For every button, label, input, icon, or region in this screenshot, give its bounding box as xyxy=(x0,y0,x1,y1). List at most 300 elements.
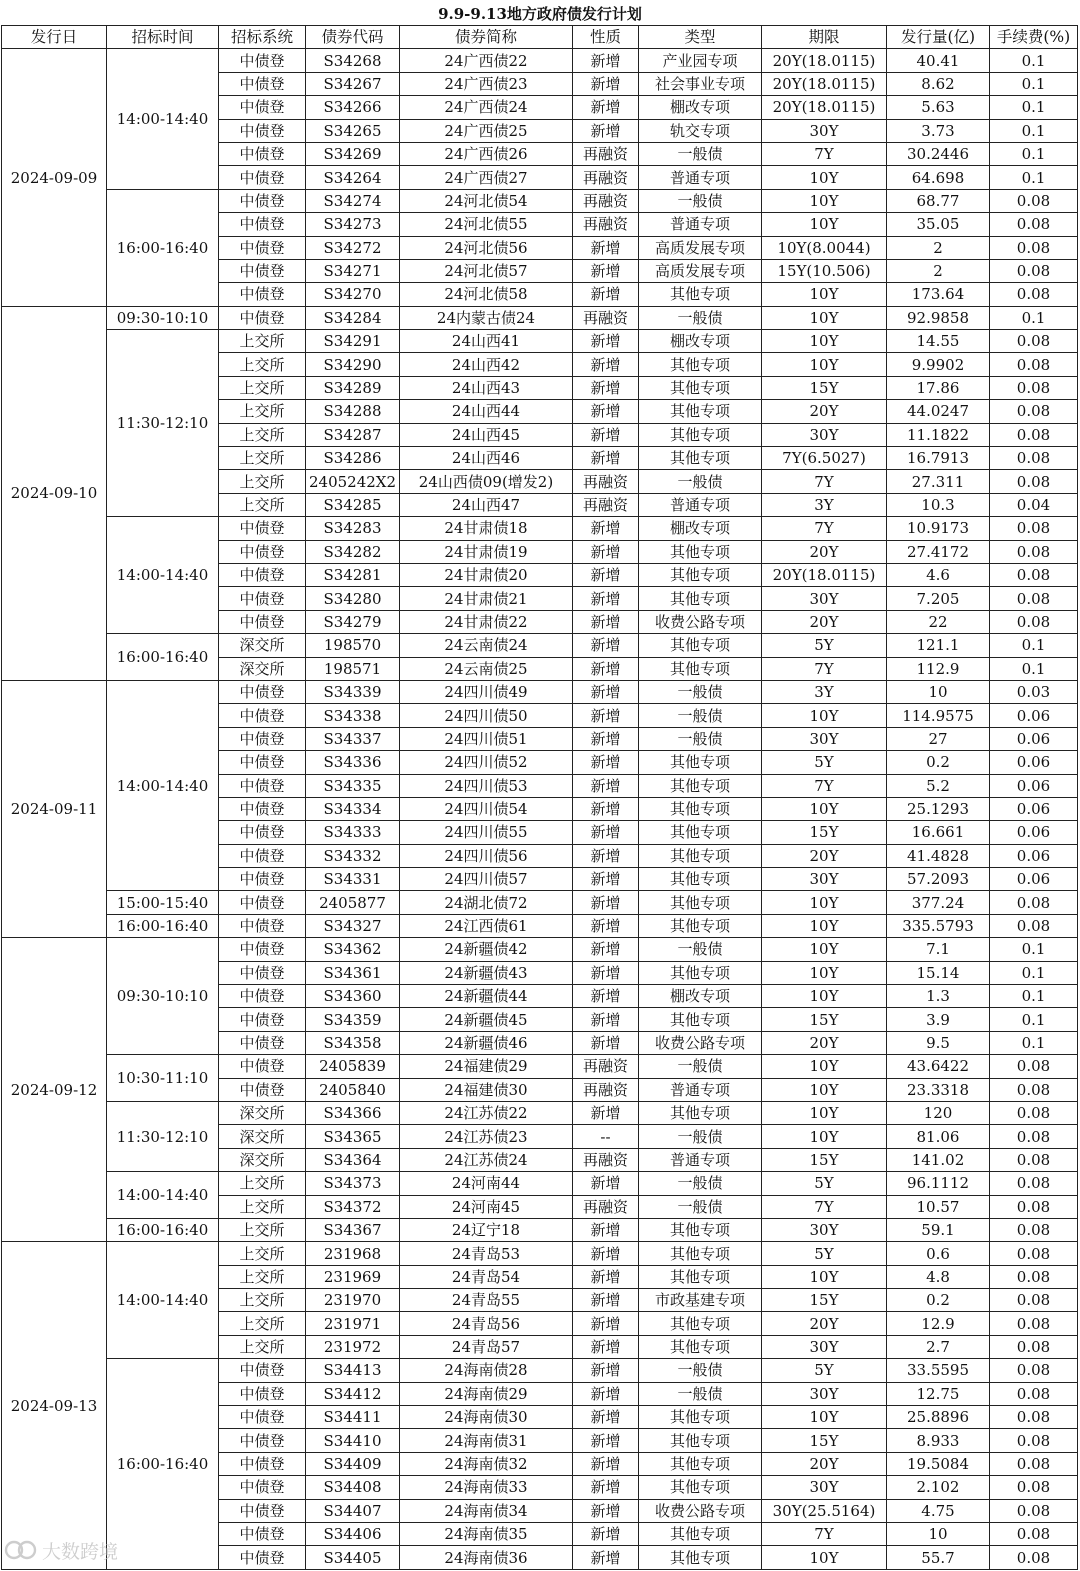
system-cell: 中债登 xyxy=(219,563,306,586)
amount-cell: 2 xyxy=(887,259,990,282)
nature-cell: 新增 xyxy=(573,1172,639,1195)
fee-cell: 0.08 xyxy=(990,400,1078,423)
fee-cell: 0.08 xyxy=(990,1406,1078,1429)
header-cell: 招标系统 xyxy=(219,26,306,49)
system-cell: 中债登 xyxy=(219,914,306,937)
term-cell: 15Y xyxy=(762,1429,887,1452)
fee-cell: 0.08 xyxy=(990,1476,1078,1499)
fee-cell: 0.1 xyxy=(990,961,1078,984)
system-cell: 中债登 xyxy=(219,821,306,844)
nature-cell: 新增 xyxy=(573,774,639,797)
system-cell: 上交所 xyxy=(219,423,306,446)
bond-name-cell: 24山西41 xyxy=(400,330,573,353)
fee-cell: 0.08 xyxy=(990,236,1078,259)
type-cell: 其他专项 xyxy=(639,587,762,610)
nature-cell: 新增 xyxy=(573,96,639,119)
bond-code-cell: S34331 xyxy=(306,868,400,891)
system-cell: 中债登 xyxy=(219,1476,306,1499)
term-cell: 15Y xyxy=(762,1008,887,1031)
bond-name-cell: 24湖北债72 xyxy=(400,891,573,914)
header-cell: 招标时间 xyxy=(107,26,219,49)
system-cell: 中债登 xyxy=(219,166,306,189)
term-cell: 10Y xyxy=(762,1546,887,1569)
amount-cell: 10 xyxy=(887,680,990,703)
bid-time-cell: 14:00-14:40 xyxy=(107,1242,219,1359)
bond-code-cell: 231969 xyxy=(306,1265,400,1288)
term-cell: 10Y xyxy=(762,189,887,212)
type-cell: 其他专项 xyxy=(639,353,762,376)
nature-cell: 新增 xyxy=(573,891,639,914)
nature-cell: 新增 xyxy=(573,1382,639,1405)
bond-code-cell: S34284 xyxy=(306,306,400,329)
system-cell: 上交所 xyxy=(219,1242,306,1265)
nature-cell: 新增 xyxy=(573,447,639,470)
type-cell: 其他专项 xyxy=(639,914,762,937)
type-cell: 其他专项 xyxy=(639,540,762,563)
nature-cell: 新增 xyxy=(573,1429,639,1452)
bid-time-cell: 16:00-16:40 xyxy=(107,189,219,306)
system-cell: 中债登 xyxy=(219,1031,306,1054)
type-cell: 其他专项 xyxy=(639,1429,762,1452)
type-cell: 一般债 xyxy=(639,1359,762,1382)
amount-cell: 16.661 xyxy=(887,821,990,844)
system-cell: 中债登 xyxy=(219,610,306,633)
nature-cell: 新增 xyxy=(573,283,639,306)
nature-cell: 新增 xyxy=(573,400,639,423)
bond-code-cell: S34266 xyxy=(306,96,400,119)
system-cell: 中债登 xyxy=(219,985,306,1008)
type-cell: 社会事业专项 xyxy=(639,72,762,95)
nature-cell: 再融资 xyxy=(573,213,639,236)
bond-code-cell: S34271 xyxy=(306,259,400,282)
type-cell: 其他专项 xyxy=(639,1218,762,1241)
type-cell: 高质发展专项 xyxy=(639,236,762,259)
bond-code-cell: S34327 xyxy=(306,914,400,937)
term-cell: 30Y xyxy=(762,727,887,750)
term-cell: 10Y xyxy=(762,961,887,984)
nature-cell: 新增 xyxy=(573,1523,639,1546)
bond-code-cell: S34279 xyxy=(306,610,400,633)
issue-date-cell: 2024-09-12 xyxy=(2,938,107,1242)
bond-name-cell: 24四川债52 xyxy=(400,751,573,774)
type-cell: 一般债 xyxy=(639,142,762,165)
nature-cell: 新增 xyxy=(573,1289,639,1312)
type-cell: 其他专项 xyxy=(639,1265,762,1288)
bond-name-cell: 24云南债24 xyxy=(400,634,573,657)
system-cell: 上交所 xyxy=(219,1265,306,1288)
bid-time-cell: 16:00-16:40 xyxy=(107,1218,219,1241)
table-row xyxy=(2,189,1078,212)
nature-cell: 新增 xyxy=(573,517,639,540)
type-cell: 一般债 xyxy=(639,189,762,212)
amount-cell: 8.933 xyxy=(887,1429,990,1452)
system-cell: 中债登 xyxy=(219,891,306,914)
term-cell: 20Y(18.0115) xyxy=(762,96,887,119)
bond-name-cell: 24青岛54 xyxy=(400,1265,573,1288)
system-cell: 中债登 xyxy=(219,774,306,797)
bond-code-cell: S34281 xyxy=(306,563,400,586)
type-cell: 一般债 xyxy=(639,1055,762,1078)
bond-name-cell: 24海南债35 xyxy=(400,1523,573,1546)
bond-name-cell: 24广西债23 xyxy=(400,72,573,95)
type-cell: 一般债 xyxy=(639,727,762,750)
amount-cell: 40.41 xyxy=(887,49,990,72)
fee-cell: 0.08 xyxy=(990,283,1078,306)
type-cell: 其他专项 xyxy=(639,1101,762,1124)
bond-code-cell: S34373 xyxy=(306,1172,400,1195)
term-cell: 5Y xyxy=(762,1172,887,1195)
fee-cell: 0.08 xyxy=(990,1382,1078,1405)
fee-cell: 0.08 xyxy=(990,1265,1078,1288)
amount-cell: 377.24 xyxy=(887,891,990,914)
term-cell: 7Y xyxy=(762,1195,887,1218)
bond-name-cell: 24河南44 xyxy=(400,1172,573,1195)
fee-cell: 0.1 xyxy=(990,142,1078,165)
bond-name-cell: 24辽宁18 xyxy=(400,1218,573,1241)
term-cell: 10Y xyxy=(762,1406,887,1429)
bid-time-cell: 14:00-14:40 xyxy=(107,49,219,189)
fee-cell: 0.08 xyxy=(990,914,1078,937)
fee-cell: 0.1 xyxy=(990,72,1078,95)
nature-cell: 新增 xyxy=(573,680,639,703)
system-cell: 中债登 xyxy=(219,142,306,165)
type-cell: 其他专项 xyxy=(639,797,762,820)
bond-code-cell: S34336 xyxy=(306,751,400,774)
term-cell: 10Y xyxy=(762,1078,887,1101)
system-cell: 上交所 xyxy=(219,353,306,376)
amount-cell: 5.2 xyxy=(887,774,990,797)
amount-cell: 12.9 xyxy=(887,1312,990,1335)
fee-cell: 0.1 xyxy=(990,166,1078,189)
term-cell: 7Y xyxy=(762,774,887,797)
bond-code-cell: S34334 xyxy=(306,797,400,820)
term-cell: 5Y xyxy=(762,1242,887,1265)
term-cell: 15Y xyxy=(762,376,887,399)
term-cell: 30Y xyxy=(762,1382,887,1405)
bid-time-cell: 11:30-12:10 xyxy=(107,330,219,517)
fee-cell: 0.08 xyxy=(990,1055,1078,1078)
nature-cell: 再融资 xyxy=(573,142,639,165)
type-cell: 普通专项 xyxy=(639,1078,762,1101)
fee-cell: 0.08 xyxy=(990,1429,1078,1452)
term-cell: 15Y xyxy=(762,1289,887,1312)
fee-cell: 0.03 xyxy=(990,680,1078,703)
bond-code-cell: S34338 xyxy=(306,704,400,727)
fee-cell: 0.08 xyxy=(990,447,1078,470)
nature-cell: 新增 xyxy=(573,72,639,95)
type-cell: 其他专项 xyxy=(639,1546,762,1569)
bond-code-cell: S34283 xyxy=(306,517,400,540)
bond-code-cell: S34405 xyxy=(306,1546,400,1569)
fee-cell: 0.08 xyxy=(990,1218,1078,1241)
nature-cell: 新增 xyxy=(573,1359,639,1382)
bond-code-cell: S34410 xyxy=(306,1429,400,1452)
bond-name-cell: 24四川债51 xyxy=(400,727,573,750)
system-cell: 中债登 xyxy=(219,236,306,259)
bond-code-cell: S34289 xyxy=(306,376,400,399)
bond-code-cell: 231970 xyxy=(306,1289,400,1312)
type-cell: 普通专项 xyxy=(639,166,762,189)
type-cell: 普通专项 xyxy=(639,1148,762,1171)
bond-code-cell: S34290 xyxy=(306,353,400,376)
system-cell: 中债登 xyxy=(219,727,306,750)
bond-name-cell: 24江苏债22 xyxy=(400,1101,573,1124)
term-cell: 10Y xyxy=(762,891,887,914)
fee-cell: 0.08 xyxy=(990,1359,1078,1382)
term-cell: 10Y xyxy=(762,1101,887,1124)
amount-cell: 2 xyxy=(887,236,990,259)
term-cell: 10Y xyxy=(762,1055,887,1078)
bond-name-cell: 24四川债53 xyxy=(400,774,573,797)
issue-date-cell: 2024-09-11 xyxy=(2,680,107,937)
bond-code-cell: S34365 xyxy=(306,1125,400,1148)
system-cell: 中债登 xyxy=(219,751,306,774)
amount-cell: 30.2446 xyxy=(887,142,990,165)
amount-cell: 8.62 xyxy=(887,72,990,95)
fee-cell: 0.08 xyxy=(990,540,1078,563)
bond-code-cell: 198571 xyxy=(306,657,400,680)
nature-cell: 新增 xyxy=(573,938,639,961)
type-cell: 轨交专项 xyxy=(639,119,762,142)
bond-code-cell: 231972 xyxy=(306,1335,400,1358)
term-cell: 3Y xyxy=(762,680,887,703)
bid-time-cell: 14:00-14:40 xyxy=(107,680,219,891)
nature-cell: 新增 xyxy=(573,49,639,72)
type-cell: 收费公路专项 xyxy=(639,610,762,633)
bond-name-cell: 24山西42 xyxy=(400,353,573,376)
type-cell: 其他专项 xyxy=(639,1476,762,1499)
amount-cell: 0.6 xyxy=(887,1242,990,1265)
type-cell: 其他专项 xyxy=(639,447,762,470)
term-cell: 10Y xyxy=(762,166,887,189)
amount-cell: 55.7 xyxy=(887,1546,990,1569)
bond-code-cell: 2405242X2 xyxy=(306,470,400,493)
term-cell: 20Y xyxy=(762,1452,887,1475)
term-cell: 10Y xyxy=(762,914,887,937)
table-body xyxy=(2,49,1078,1569)
amount-cell: 121.1 xyxy=(887,634,990,657)
nature-cell: 新增 xyxy=(573,563,639,586)
header-cell: 发行量(亿) xyxy=(887,26,990,49)
header-cell: 债券简称 xyxy=(400,26,573,49)
type-cell: 其他专项 xyxy=(639,891,762,914)
system-cell: 中债登 xyxy=(219,797,306,820)
bond-code-cell: S34364 xyxy=(306,1148,400,1171)
amount-cell: 68.77 xyxy=(887,189,990,212)
fee-cell: 0.08 xyxy=(990,563,1078,586)
amount-cell: 0.2 xyxy=(887,751,990,774)
bond-code-cell: S34362 xyxy=(306,938,400,961)
type-cell: 其他专项 xyxy=(639,844,762,867)
term-cell: 5Y xyxy=(762,1359,887,1382)
type-cell: 一般债 xyxy=(639,1172,762,1195)
system-cell: 深交所 xyxy=(219,657,306,680)
nature-cell: 新增 xyxy=(573,961,639,984)
bond-code-cell: S34285 xyxy=(306,493,400,516)
bond-code-cell: S34359 xyxy=(306,1008,400,1031)
bond-name-cell: 24山西47 xyxy=(400,493,573,516)
amount-cell: 27.311 xyxy=(887,470,990,493)
amount-cell: 19.5084 xyxy=(887,1452,990,1475)
term-cell: 10Y xyxy=(762,213,887,236)
bond-code-cell: 198570 xyxy=(306,634,400,657)
bond-name-cell: 24青岛55 xyxy=(400,1289,573,1312)
amount-cell: 173.64 xyxy=(887,283,990,306)
bond-name-cell: 24四川债54 xyxy=(400,797,573,820)
bond-name-cell: 24江苏债23 xyxy=(400,1125,573,1148)
bond-name-cell: 24河北债58 xyxy=(400,283,573,306)
bond-name-cell: 24山西43 xyxy=(400,376,573,399)
bond-name-cell: 24河北债56 xyxy=(400,236,573,259)
bond-name-cell: 24海南债32 xyxy=(400,1452,573,1475)
term-cell: 10Y xyxy=(762,938,887,961)
table-row xyxy=(2,680,1078,703)
nature-cell: 新增 xyxy=(573,1312,639,1335)
bond-name-cell: 24海南债28 xyxy=(400,1359,573,1382)
amount-cell: 7.1 xyxy=(887,938,990,961)
term-cell: 3Y xyxy=(762,493,887,516)
nature-cell: 新增 xyxy=(573,1242,639,1265)
nature-cell: 新增 xyxy=(573,1101,639,1124)
bond-code-cell: S34270 xyxy=(306,283,400,306)
fee-cell: 0.08 xyxy=(990,189,1078,212)
term-cell: 30Y xyxy=(762,868,887,891)
amount-cell: 4.6 xyxy=(887,563,990,586)
nature-cell: 新增 xyxy=(573,540,639,563)
type-cell: 其他专项 xyxy=(639,961,762,984)
amount-cell: 10.57 xyxy=(887,1195,990,1218)
system-cell: 中债登 xyxy=(219,306,306,329)
fee-cell: 0.1 xyxy=(990,657,1078,680)
bond-code-cell: S34360 xyxy=(306,985,400,1008)
bid-time-cell: 16:00-16:40 xyxy=(107,634,219,681)
nature-cell: 新增 xyxy=(573,259,639,282)
table-row xyxy=(2,891,1078,914)
system-cell: 中债登 xyxy=(219,1546,306,1569)
system-cell: 上交所 xyxy=(219,376,306,399)
system-cell: 中债登 xyxy=(219,1406,306,1429)
issue-date-cell: 2024-09-10 xyxy=(2,306,107,680)
amount-cell: 14.55 xyxy=(887,330,990,353)
type-cell: 市政基建专项 xyxy=(639,1289,762,1312)
bond-code-cell: S34333 xyxy=(306,821,400,844)
system-cell: 中债登 xyxy=(219,540,306,563)
system-cell: 中债登 xyxy=(219,96,306,119)
fee-cell: 0.06 xyxy=(990,774,1078,797)
system-cell: 中债登 xyxy=(219,1078,306,1101)
bond-name-cell: 24河北债55 xyxy=(400,213,573,236)
nature-cell: 再融资 xyxy=(573,470,639,493)
system-cell: 中债登 xyxy=(219,1452,306,1475)
amount-cell: 27.4172 xyxy=(887,540,990,563)
nature-cell: 再融资 xyxy=(573,189,639,212)
type-cell: 其他专项 xyxy=(639,634,762,657)
term-cell: 30Y xyxy=(762,1476,887,1499)
nature-cell: 新增 xyxy=(573,704,639,727)
bond-name-cell: 24新疆债44 xyxy=(400,985,573,1008)
term-cell: 30Y xyxy=(762,1335,887,1358)
fee-cell: 0.08 xyxy=(990,517,1078,540)
bond-code-cell: S34366 xyxy=(306,1101,400,1124)
type-cell: 其他专项 xyxy=(639,1406,762,1429)
bond-code-cell: S34412 xyxy=(306,1382,400,1405)
amount-cell: 4.75 xyxy=(887,1499,990,1522)
bond-name-cell: 24新疆债43 xyxy=(400,961,573,984)
amount-cell: 25.1293 xyxy=(887,797,990,820)
amount-cell: 35.05 xyxy=(887,213,990,236)
bond-name-cell: 24山西44 xyxy=(400,400,573,423)
header-cell: 手续费(%) xyxy=(990,26,1078,49)
nature-cell: 新增 xyxy=(573,797,639,820)
header-cell: 债券代码 xyxy=(306,26,400,49)
bond-name-cell: 24海南债29 xyxy=(400,1382,573,1405)
term-cell: 10Y xyxy=(762,1265,887,1288)
system-cell: 中债登 xyxy=(219,844,306,867)
term-cell: 10Y xyxy=(762,704,887,727)
term-cell: 7Y xyxy=(762,657,887,680)
header-row xyxy=(2,26,1078,49)
table-row xyxy=(2,1242,1078,1265)
type-cell: 其他专项 xyxy=(639,657,762,680)
amount-cell: 41.4828 xyxy=(887,844,990,867)
bond-code-cell: S34264 xyxy=(306,166,400,189)
nature-cell: 新增 xyxy=(573,1476,639,1499)
type-cell: 其他专项 xyxy=(639,751,762,774)
fee-cell: 0.08 xyxy=(990,1078,1078,1101)
bond-code-cell: S34335 xyxy=(306,774,400,797)
type-cell: 其他专项 xyxy=(639,1008,762,1031)
bond-name-cell: 24海南债30 xyxy=(400,1406,573,1429)
fee-cell: 0.08 xyxy=(990,1523,1078,1546)
nature-cell: 新增 xyxy=(573,727,639,750)
bond-name-cell: 24广西债25 xyxy=(400,119,573,142)
type-cell: 棚改专项 xyxy=(639,517,762,540)
bond-name-cell: 24河南45 xyxy=(400,1195,573,1218)
type-cell: 收费公路专项 xyxy=(639,1499,762,1522)
bond-name-cell: 24广西债24 xyxy=(400,96,573,119)
bond-code-cell: S34409 xyxy=(306,1452,400,1475)
bond-name-cell: 24新疆债46 xyxy=(400,1031,573,1054)
bond-name-cell: 24河北债57 xyxy=(400,259,573,282)
bond-name-cell: 24青岛53 xyxy=(400,1242,573,1265)
bond-name-cell: 24甘肃债22 xyxy=(400,610,573,633)
fee-cell: 0.1 xyxy=(990,306,1078,329)
term-cell: 20Y xyxy=(762,844,887,867)
term-cell: 10Y(8.0044) xyxy=(762,236,887,259)
amount-cell: 96.1112 xyxy=(887,1172,990,1195)
system-cell: 上交所 xyxy=(219,1172,306,1195)
amount-cell: 0.2 xyxy=(887,1289,990,1312)
bond-name-cell: 24甘肃债18 xyxy=(400,517,573,540)
fee-cell: 0.08 xyxy=(990,1148,1078,1171)
bond-code-cell: S34339 xyxy=(306,680,400,703)
system-cell: 深交所 xyxy=(219,1125,306,1148)
fee-cell: 0.06 xyxy=(990,821,1078,844)
amount-cell: 335.5793 xyxy=(887,914,990,937)
amount-cell: 10 xyxy=(887,1523,990,1546)
type-cell: 棚改专项 xyxy=(639,985,762,1008)
bond-name-cell: 24江西债61 xyxy=(400,914,573,937)
bond-code-cell: S34406 xyxy=(306,1523,400,1546)
amount-cell: 11.1822 xyxy=(887,423,990,446)
amount-cell: 59.1 xyxy=(887,1218,990,1241)
amount-cell: 141.02 xyxy=(887,1148,990,1171)
table-row xyxy=(2,306,1078,329)
amount-cell: 64.698 xyxy=(887,166,990,189)
type-cell: 其他专项 xyxy=(639,1312,762,1335)
amount-cell: 33.5595 xyxy=(887,1359,990,1382)
bid-time-cell: 09:30-10:10 xyxy=(107,306,219,329)
